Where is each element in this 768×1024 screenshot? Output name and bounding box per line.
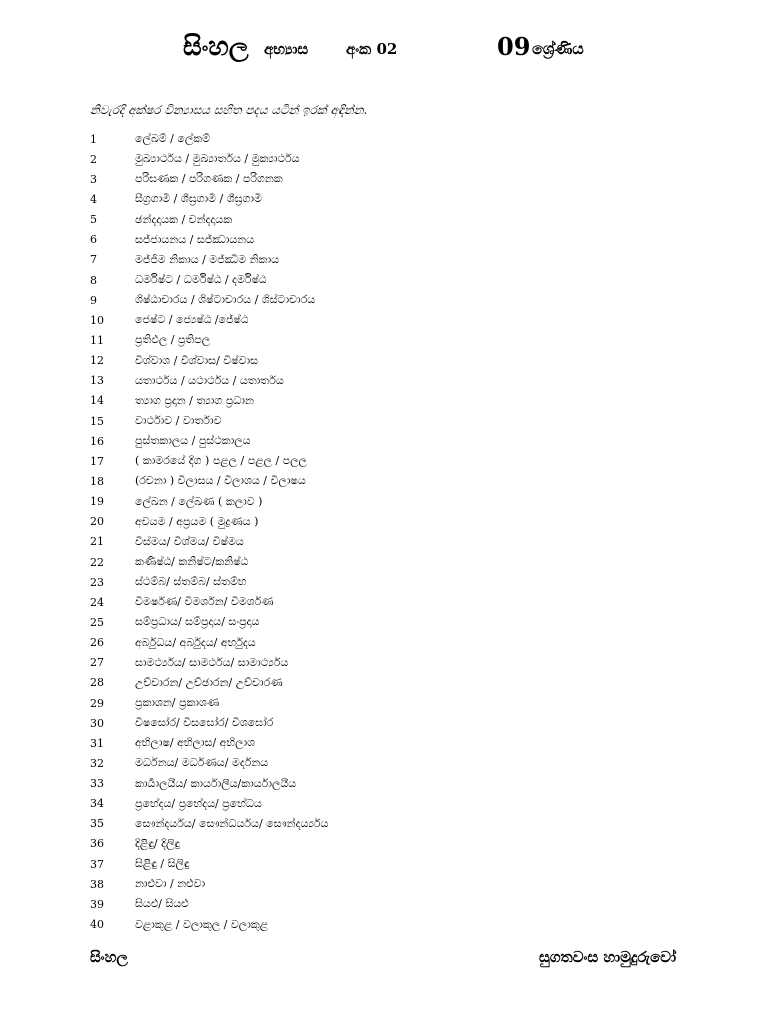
item-words: කාර්‍යාලයීය/ කාර්යාලීය/කාර්යාලයීය (135, 776, 297, 790)
list-item (90, 612, 650, 632)
header (0, 32, 768, 68)
item-number: 4 (90, 192, 97, 206)
item-number: 30 (90, 716, 104, 730)
footer-subject: සිංහල (90, 948, 128, 966)
item-number: 34 (90, 797, 104, 811)
item-number: 24 (90, 595, 104, 609)
item-words: කණිෂ්ඨ/ කනිෂ්ට/කනිෂ්ඨ (135, 555, 249, 569)
list-item (90, 834, 650, 854)
item-number: 6 (90, 233, 97, 247)
list-item (90, 169, 650, 189)
grade-label: ශ්‍රේණිය (532, 39, 584, 58)
item-words: ( කාමරයේ දිග ) පළල / පළල / පලල (135, 454, 307, 468)
list-item (90, 572, 650, 592)
list-item (90, 230, 650, 250)
item-words: විස්මය/ විශ්මය/ විෂ්මය (135, 534, 244, 548)
item-words: අර්බුධය/ අර්බුදය/ අර්භුදය (135, 635, 256, 649)
item-words: විමර්ෂණ/ විමර්ශන/ විමර්ශණ (135, 595, 274, 609)
item-words: ප්‍රතිඵල / ප්‍රතිපල (135, 333, 211, 347)
item-words: ධර්මිෂ්ට / ධර්මිෂ්ඨ / දර්මිෂ්ඨ (135, 273, 267, 287)
item-words: සජ්ජායනය / සජ්ඣායනය (135, 232, 255, 246)
item-number: 20 (90, 515, 104, 529)
item-words: උච්චාරන/ උච්ඡාරන/ උච්චාරණ (135, 675, 283, 689)
list-item (90, 431, 650, 451)
item-number: 36 (90, 837, 104, 851)
list-item (90, 673, 650, 693)
item-number: 19 (90, 495, 104, 509)
item-words: සිළිඳු / සිලිඳු (135, 857, 190, 871)
item-number: 29 (90, 696, 104, 710)
item-words: අභිලාෂ/ අභිලාස/ අභිලාශ (135, 736, 255, 750)
list-item (90, 854, 650, 874)
item-words: ඡන්දදායක / චන්දදායක (135, 212, 233, 226)
item-number: 12 (90, 354, 104, 368)
item-number: 38 (90, 877, 104, 891)
item-number: 13 (90, 374, 104, 388)
item-words: යතාර්ථය / යථාර්ථය / යතාර්තය (135, 373, 284, 387)
instruction-text: නිවැරදි අක්ෂර වින්‍යාසය සහිත පදය යටින් ඉරක් අඳින්න. (90, 103, 368, 117)
item-number: 14 (90, 394, 104, 408)
list-item (90, 492, 650, 512)
list-item (90, 794, 650, 814)
list-item (90, 914, 650, 934)
word-list (90, 129, 650, 935)
item-number: 26 (90, 636, 104, 650)
item-number: 5 (90, 213, 97, 227)
item-words: ත්‍යාග ප්‍රදාන / ත්‍යාග ප්‍රධාන (135, 393, 254, 407)
list-item (90, 270, 650, 290)
list-item (90, 592, 650, 612)
item-words: මර්ධනය/ මර්ධණය/ මර්දනය (135, 756, 269, 770)
list-item (90, 189, 650, 209)
item-words: විශ්වාශ / විශ්වාස/ විෂ්වාස (135, 353, 259, 367)
list-item (90, 471, 650, 491)
item-number: 35 (90, 817, 104, 831)
item-words: මුඛ්‍යාර්ථය / මුඛ්‍යාර්තය / මුක්‍යාර්ථය (135, 152, 300, 166)
list-item (90, 129, 650, 149)
item-number: 25 (90, 615, 104, 629)
list-item (90, 391, 650, 411)
item-number: 17 (90, 454, 104, 468)
list-item (90, 653, 650, 673)
item-number: 16 (90, 434, 104, 448)
list-item (90, 371, 650, 391)
item-number: 31 (90, 736, 104, 750)
grade-number: 09 (497, 32, 531, 61)
item-number: 15 (90, 414, 104, 428)
item-number: 10 (90, 313, 104, 327)
list-item (90, 753, 650, 773)
item-number: 3 (90, 172, 97, 186)
list-item (90, 532, 650, 552)
item-number: 37 (90, 857, 104, 871)
item-words: සාමර්ථ්‍යය/ සාමර්ථය/ සාමාර්ථ්‍යය (135, 655, 289, 669)
item-number: 39 (90, 897, 104, 911)
list-item (90, 411, 650, 431)
item-words: අචයම / අප්‍රයම ( මුද්‍රණය ) (135, 514, 259, 528)
item-words: ප්‍රභේදය/ ප්‍රභේදය/ ප්‍රභේධය (135, 796, 262, 810)
item-words: ස්ථම්බ/ ස්තම්බ/ ස්තම්භ (135, 575, 247, 589)
item-number: 1 (90, 132, 97, 146)
item-words: සම්ප්‍රධාය/ සම්ප්‍රදාය/ සංප්‍රදාය (135, 615, 260, 629)
item-number: 8 (90, 273, 97, 287)
item-words: වාර්ථාව / වාර්තාව (135, 414, 222, 428)
item-number: 23 (90, 575, 104, 589)
item-words: ප්‍රකාශන/ ප්‍රකාශණ (135, 696, 220, 709)
item-number: 18 (90, 474, 104, 488)
item-number: 33 (90, 777, 104, 791)
item-words: සීග්‍රගාමී / ශීඝ්‍රගාමී / ශීඝ්‍රගාමී (135, 192, 262, 206)
item-number: 40 (90, 918, 104, 932)
item-number: 11 (90, 333, 104, 347)
exercise-label: අභ්‍යාස (264, 40, 309, 58)
list-item (90, 874, 650, 894)
list-item (90, 633, 650, 653)
item-words: දිළිඳු/ දිලිඳු (135, 836, 180, 850)
list-item (90, 451, 650, 471)
exercise-number: අංක 02 (346, 40, 398, 58)
item-words: පුස්තකාලය / පුස්ථකාලය (135, 434, 251, 448)
list-item (90, 774, 650, 794)
item-words: සියළු/ සියළු (135, 897, 189, 911)
list-item (90, 210, 650, 230)
item-number: 28 (90, 676, 104, 690)
item-words: (රචනා ) විලාසය / විලාශය / විලාෂය (135, 474, 306, 488)
list-item (90, 693, 650, 713)
item-words: පරිඝණක / පරිගණක / පරිගනක (135, 172, 283, 186)
item-words: විෂසෝර/ විසඝෝර/ විශඝෝර (135, 716, 274, 730)
item-words: නාළුවා / නළුවා (135, 877, 206, 891)
list-item (90, 250, 650, 270)
list-item (90, 814, 650, 834)
item-words: සෞන්දර්යය/ සෞන්ධර්යය/ සෞන්දර්ය්‍යය (135, 816, 329, 830)
item-number: 2 (90, 152, 97, 166)
item-words: ශිෂ්ඨාචාරය / ශිෂ්ටාචාරය / ශිස්ටාචාරය (135, 293, 316, 307)
item-number: 7 (90, 253, 97, 267)
list-item (90, 512, 650, 532)
list-item (90, 552, 650, 572)
footer-author: සුගතවංස හාමුදුරුවෝ (539, 948, 676, 966)
list-item (90, 290, 650, 310)
list-item (90, 330, 650, 350)
item-words: ලේඛන / ලේඛණ ( කලාව ) (135, 494, 263, 508)
list-item (90, 733, 650, 753)
subject-title: සිංහල (183, 32, 249, 62)
list-item (90, 894, 650, 914)
list-item (90, 713, 650, 733)
item-words: ජෙෂ්ට / ජ්‍යෙෂ්ඨ /ජේෂ්ඨ (135, 313, 249, 327)
item-words: මජ්ජිම නිකාය / මජ්ඣිම නිකාය (135, 252, 280, 266)
item-number: 22 (90, 555, 104, 569)
list-item (90, 310, 650, 330)
item-number: 27 (90, 656, 104, 670)
item-number: 9 (90, 293, 97, 307)
item-number: 21 (90, 535, 104, 549)
item-number: 32 (90, 756, 104, 770)
item-words: ලේඛම් / ලේකම් (135, 132, 211, 146)
list-item (90, 149, 650, 169)
item-words: වළාකුළ / වලාකුල / වලාකුළ (135, 917, 269, 931)
list-item (90, 351, 650, 371)
